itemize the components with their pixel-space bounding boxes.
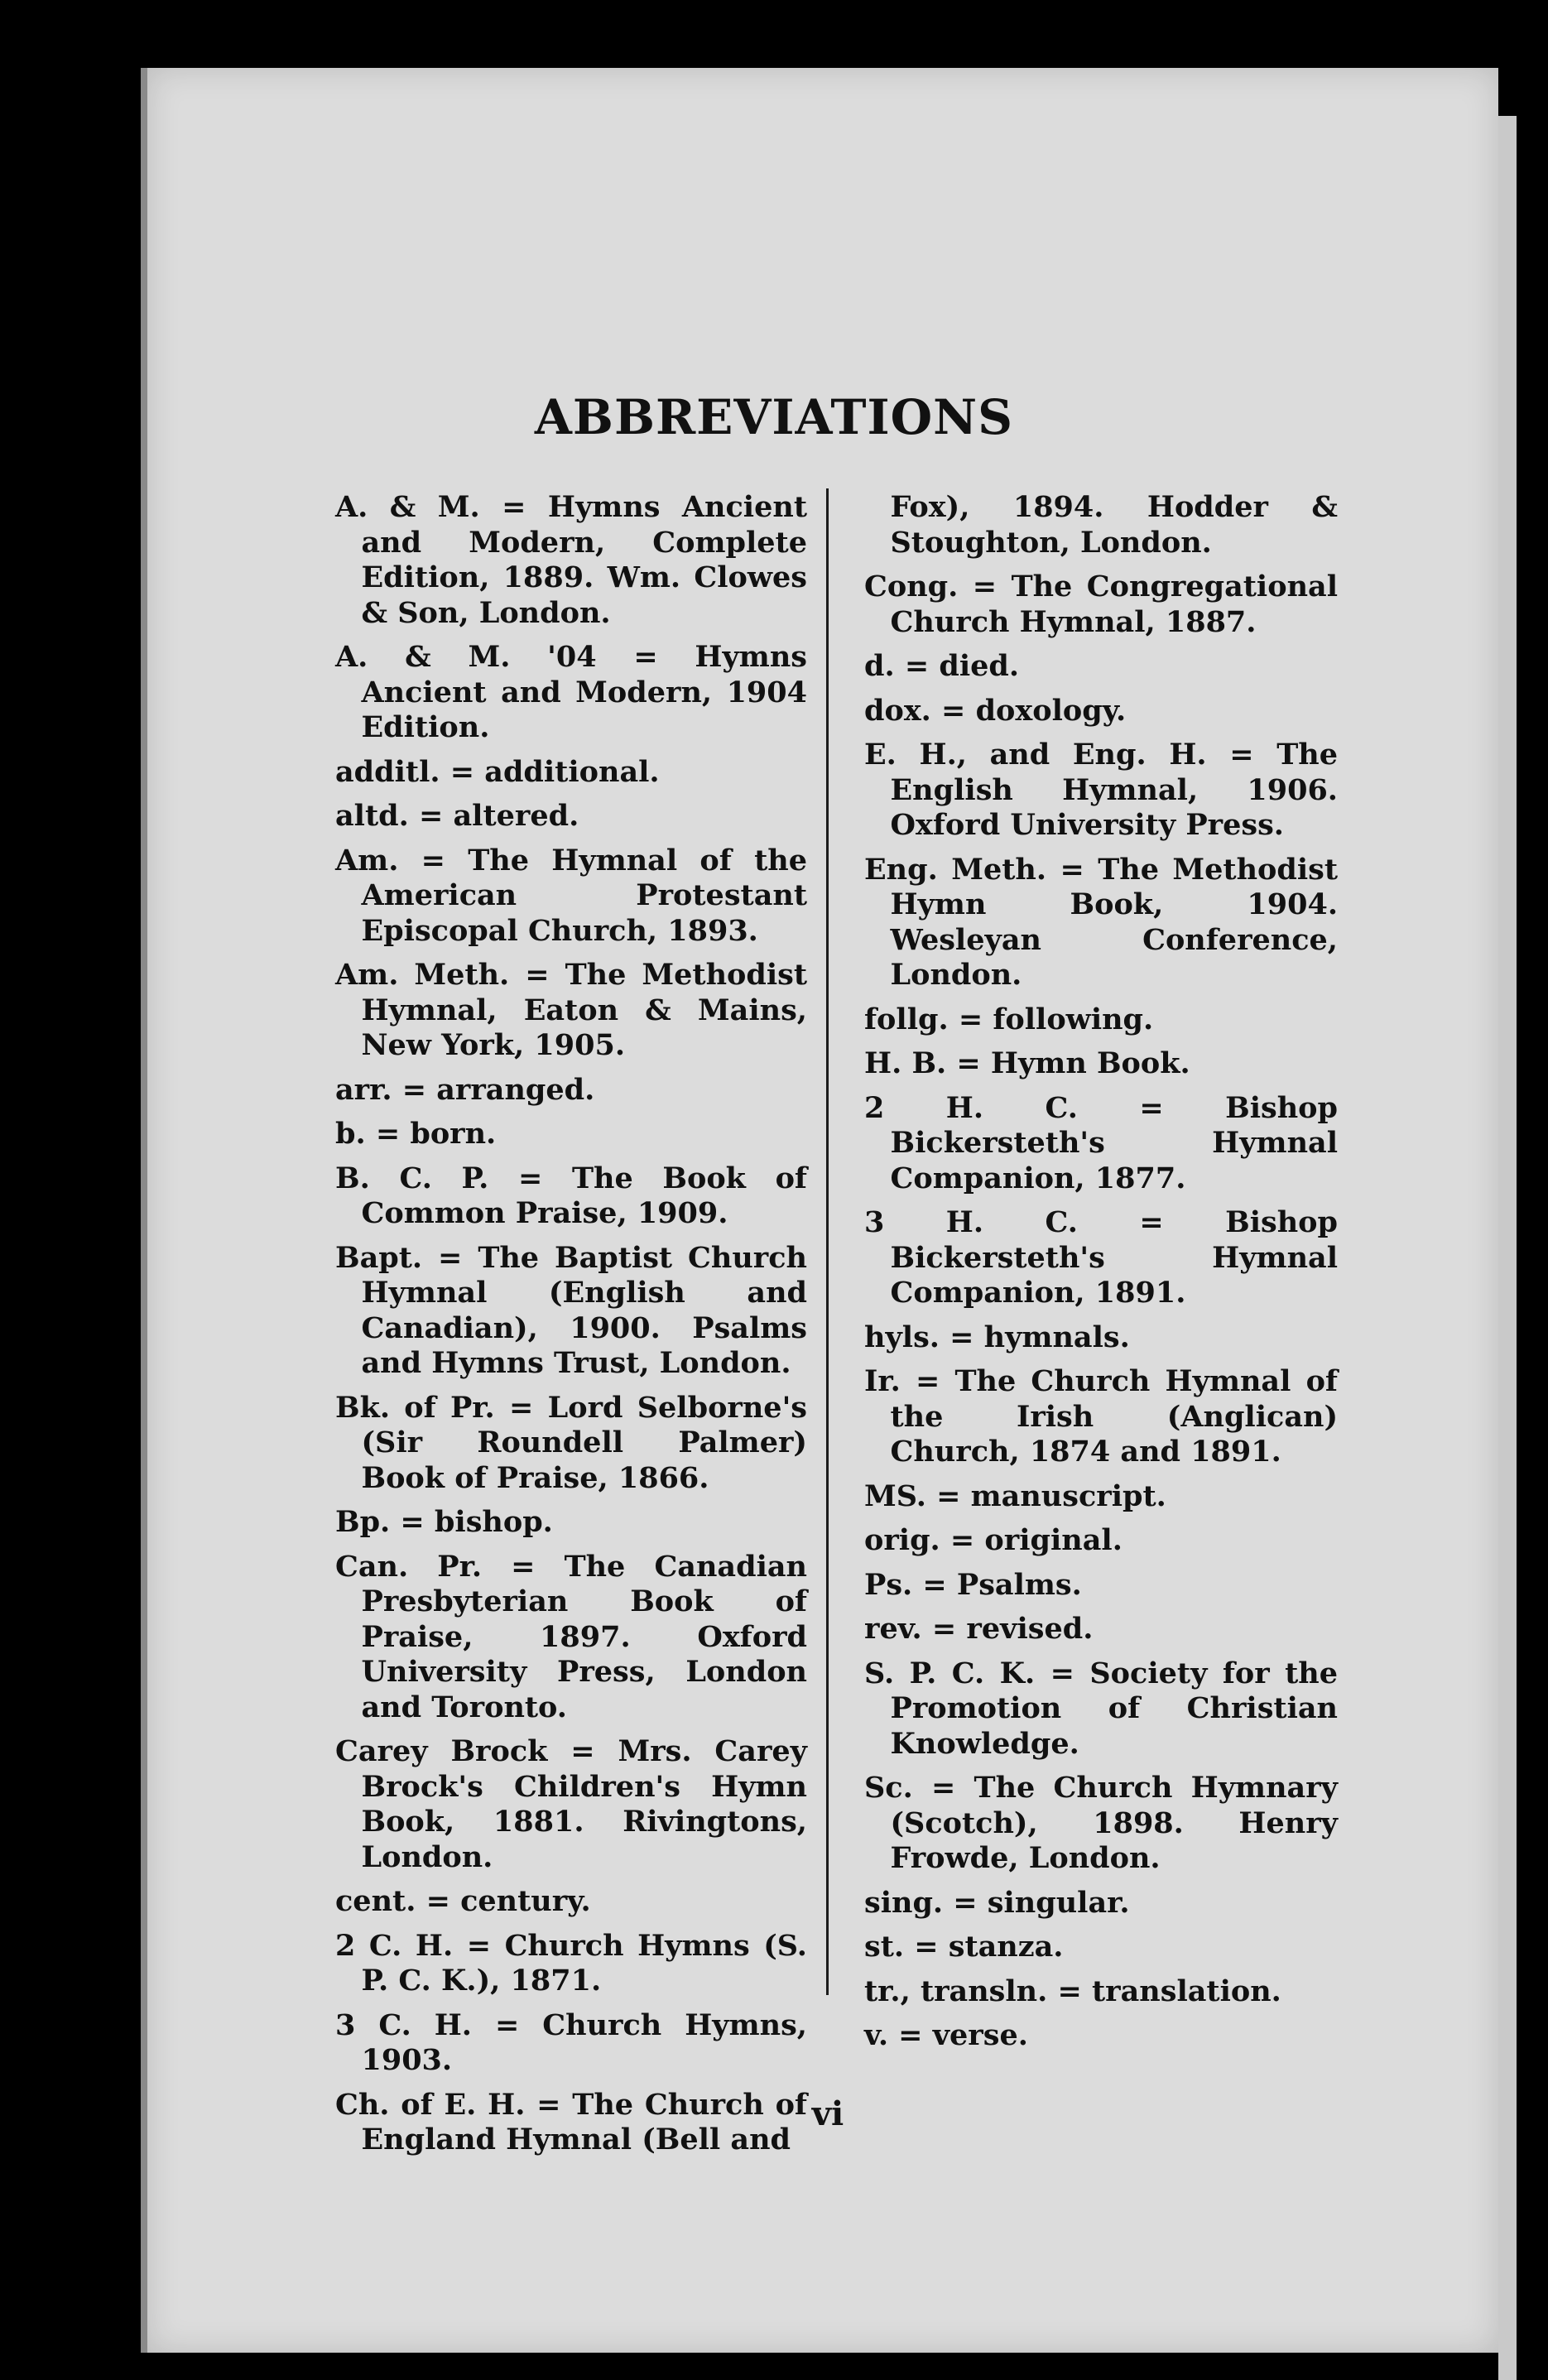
page-right-edge xyxy=(1498,116,1517,2380)
abbreviation-entry: A. & M. '04 = Hymns Ancient and Modern, 1904 Edition. xyxy=(335,640,807,744)
abbreviation-entry: altd. = altered. xyxy=(335,799,579,833)
abbreviations-left-column xyxy=(335,490,807,2167)
abbreviation-entry: Bp. = bishop. xyxy=(335,1505,553,1539)
abbreviation-entry: dox. = doxology. xyxy=(864,693,1127,728)
abbreviation-entry: S. P. C. K. = Society for the Promotion of Christian Knowledge. xyxy=(864,1656,1338,1761)
abbreviation-entry: Bapt. = The Baptist Church Hymnal (English and Canadian), 1900. Psalms and Hymns Trust, London. xyxy=(335,1240,807,1380)
abbreviation-entry: A. & M. = Hymns Ancient and Modern, Complete Edition, 1889. Wm. Clowes & Son, London. xyxy=(335,490,807,630)
abbreviation-entry: hyls. = hymnals. xyxy=(864,1320,1130,1354)
abbreviation-entry: orig. = original. xyxy=(864,1523,1123,1557)
abbreviation-entry: Can. Pr. = The Canadian Presbyterian Book of Praise, 1897. Oxford University Press, London and Toronto. xyxy=(335,1549,807,1724)
abbreviation-entry: MS. = manuscript. xyxy=(864,1478,1166,1513)
abbreviation-entry: Eng. Meth. = The Methodist Hymn Book, 1904. Wesleyan Conference, London. xyxy=(864,852,1338,992)
abbreviation-entry: arr. = arranged. xyxy=(335,1072,595,1107)
abbreviation-entry: sing. = singular. xyxy=(864,1885,1130,1920)
abbreviation-entry: tr., transln. = translation. xyxy=(864,1974,1281,2008)
abbreviation-entry: H. B. = Hymn Book. xyxy=(864,1046,1190,1080)
abbreviation-entry: 2 C. H. = Church Hymns (S. P. C. K.), 1871. xyxy=(335,1928,807,1998)
abbreviation-entry: Ps. = Psalms. xyxy=(864,1567,1082,1602)
abbreviation-entry-continued: Fox), 1894. Hodder & Stoughton, London. xyxy=(890,490,1338,560)
abbreviation-entry: Sc. = The Church Hymnary (Scotch), 1898. Henry Frowde, London. xyxy=(864,1771,1338,1875)
abbreviation-entry: st. = stanza. xyxy=(864,1930,1064,1964)
page-title: ABBREVIATIONS xyxy=(534,389,1014,445)
abbreviation-entry: Am. Meth. = The Methodist Hymnal, Eaton & Mains, New York, 1905. xyxy=(335,958,807,1062)
abbreviation-entry: B. C. P. = The Book of Common Praise, 1909. xyxy=(335,1161,807,1230)
abbreviation-entry: Ch. of E. H. = The Church of England Hymnal (Bell and xyxy=(335,2087,807,2156)
abbreviation-entry: additl. = additional. xyxy=(335,754,660,789)
abbreviation-entry: d. = died. xyxy=(864,649,1020,683)
abbreviation-entry: E. H., and Eng. H. = The English Hymnal, 1906. Oxford University Press. xyxy=(864,738,1338,842)
page-number: vi xyxy=(811,2094,844,2133)
column-divider xyxy=(826,488,829,1995)
abbreviation-entry: b. = born. xyxy=(335,1117,497,1151)
abbreviation-entry: 3 H. C. = Bishop Bickersteth's Hymnal Companion, 1891. xyxy=(864,1205,1338,1310)
abbreviation-entry: v. = verse. xyxy=(864,2018,1028,2052)
abbreviation-entry: Am. = The Hymnal of the American Protestant Episcopal Church, 1893. xyxy=(335,843,807,948)
abbreviation-entry: rev. = revised. xyxy=(864,1612,1094,1646)
abbreviation-entry: 3 C. H. = Church Hymns, 1903. xyxy=(335,2007,807,2077)
abbreviation-entry: Ir. = The Church Hymnal of the Irish (Anglican) Church, 1874 and 1891. xyxy=(864,1364,1338,1469)
abbreviation-entry: Carey Brock = Mrs. Carey Brock's Children's Hymn Book, 1881. Rivingtons, London. xyxy=(335,1734,807,1874)
abbreviation-entry: cent. = century. xyxy=(335,1884,591,1918)
abbreviation-entry: 2 H. C. = Bishop Bickersteth's Hymnal Companion, 1877. xyxy=(864,1090,1338,1195)
abbreviation-entry: follg. = following. xyxy=(864,1002,1154,1036)
abbreviations-right-column xyxy=(864,490,1338,2063)
abbreviation-entry: Cong. = The Congregational Church Hymnal, 1887. xyxy=(864,570,1338,639)
abbreviation-entry: Bk. of Pr. = Lord Selborne's (Sir Roundell Palmer) Book of Praise, 1866. xyxy=(335,1390,807,1495)
